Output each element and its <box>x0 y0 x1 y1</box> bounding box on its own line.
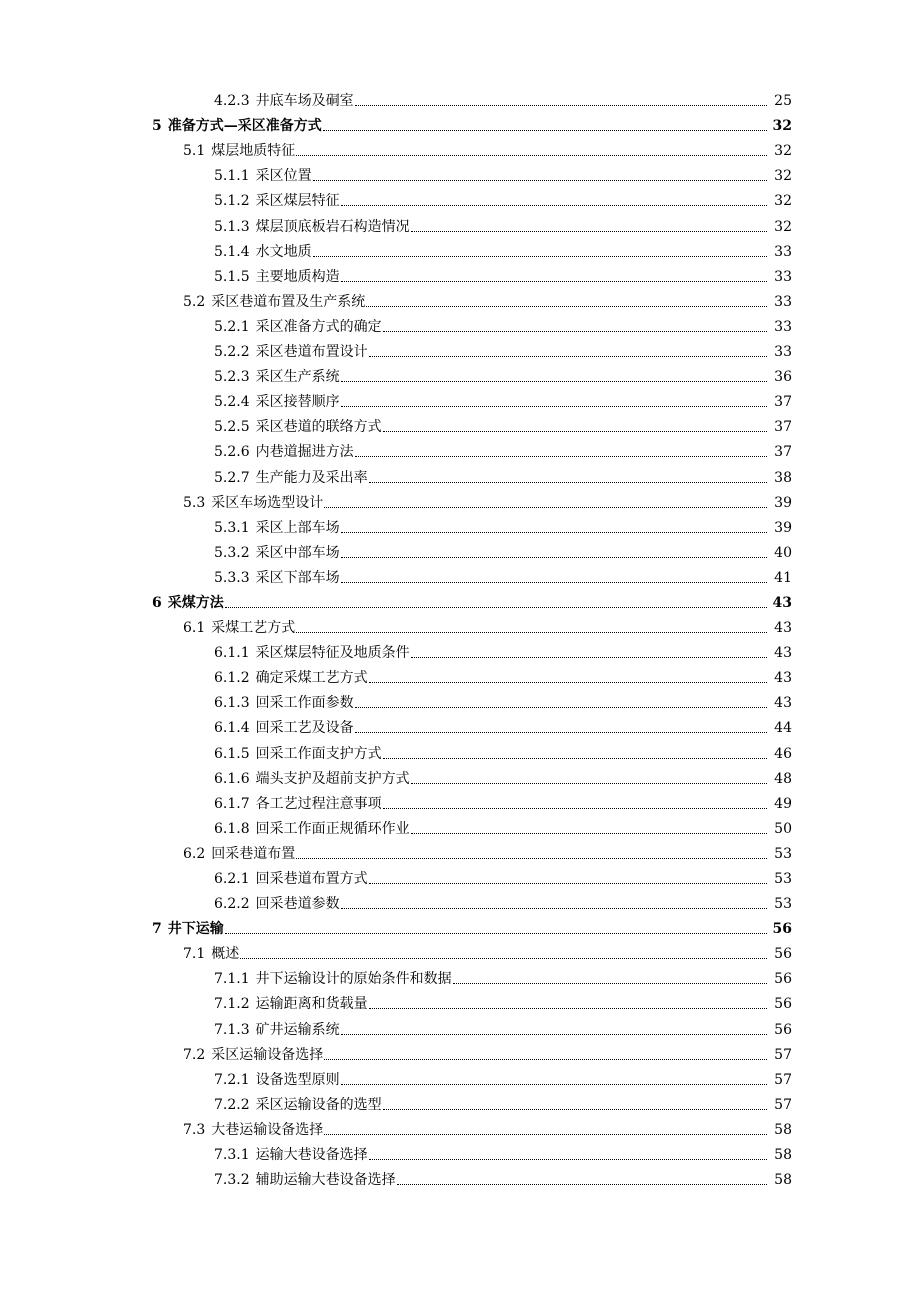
toc-page-number: 37 <box>774 394 792 411</box>
toc-page-number: 33 <box>774 243 792 260</box>
toc-entry-number: 7.1 <box>183 946 206 963</box>
toc-entry[interactable] <box>0 715 920 740</box>
toc-entry-heading <box>214 771 410 787</box>
toc-entry[interactable] <box>0 991 920 1016</box>
toc-entry-heading <box>214 444 354 460</box>
toc-page-number: 39 <box>774 519 792 536</box>
toc-entry-heading <box>214 545 340 561</box>
toc-page-number: 37 <box>774 419 792 436</box>
toc-dot-leader <box>397 1184 767 1185</box>
toc-entry[interactable] <box>0 264 920 289</box>
toc-dot-leader <box>341 1084 767 1085</box>
toc-entry-title: 回采工作面参数 <box>255 695 354 712</box>
toc-page-number: 56 <box>774 1021 792 1038</box>
toc-entry-number: 5.1 <box>183 143 206 160</box>
toc-page-number: 57 <box>774 1096 792 1113</box>
toc-entry[interactable] <box>0 665 920 690</box>
toc-dot-leader <box>369 356 767 357</box>
toc-entry-heading <box>183 946 239 962</box>
toc-entry-title: 内巷道掘进方法 <box>255 444 354 461</box>
toc-entry[interactable] <box>0 966 920 991</box>
toc-entry-number: 7.1.3 <box>214 1021 250 1038</box>
toc-entry[interactable] <box>0 464 920 489</box>
toc-dot-leader <box>369 682 767 683</box>
toc-entry-title: 端头支护及超前支护方式 <box>255 770 410 787</box>
toc-entry-number: 6.1.6 <box>214 770 250 787</box>
toc-entry-number: 5.2.1 <box>214 318 250 335</box>
toc-page-number: 44 <box>774 720 792 737</box>
toc-page-number: 48 <box>774 770 792 787</box>
toc-entry-number: 6.1.7 <box>214 795 250 812</box>
toc-entry-heading <box>183 495 323 511</box>
toc-entry-title: 运输大巷设备选择 <box>255 1147 368 1164</box>
toc-entry-heading <box>214 695 354 711</box>
toc-page-number: 46 <box>774 745 792 762</box>
toc-entry-heading <box>152 921 224 937</box>
toc-entry-title: 采区煤层特征及地质条件 <box>255 645 410 662</box>
toc-entry-heading <box>214 896 340 912</box>
toc-entry[interactable] <box>0 364 920 389</box>
toc-entry[interactable] <box>0 289 920 314</box>
toc-entry-heading <box>183 846 295 862</box>
toc-entry-heading <box>214 796 382 812</box>
toc-page-number: 32 <box>774 193 792 210</box>
toc-entry-title: 采区巷道的联络方式 <box>255 419 382 436</box>
toc-page-number: 43 <box>774 645 792 662</box>
toc-entry-number: 5.2.2 <box>214 344 250 361</box>
toc-dot-leader <box>341 1034 767 1035</box>
toc-entry-heading <box>214 1072 340 1088</box>
toc-entry[interactable] <box>0 239 920 264</box>
toc-entry[interactable] <box>0 314 920 339</box>
toc-entry-number: 5.3.1 <box>214 519 250 536</box>
toc-page-number: 56 <box>772 921 792 938</box>
toc-page-number: 33 <box>774 318 792 335</box>
toc-entry-number: 5.3.3 <box>214 569 250 586</box>
toc-dot-leader <box>383 431 767 432</box>
toc-entry[interactable] <box>0 941 920 966</box>
toc-entry-title: 采区车场选型设计 <box>211 494 324 511</box>
toc-entry-number: 5 <box>152 118 162 135</box>
toc-page-number: 32 <box>774 143 792 160</box>
toc-page-number: 33 <box>774 344 792 361</box>
toc-page-number: 58 <box>774 1121 792 1138</box>
toc-entry-number: 7.2 <box>183 1046 206 1063</box>
toc-entry-number: 7.3 <box>183 1121 206 1138</box>
toc-dot-leader <box>369 883 767 884</box>
toc-entry-title: 回采巷道布置方式 <box>255 871 368 887</box>
toc-entry-number: 7.3.2 <box>214 1172 250 1189</box>
toc-entry[interactable] <box>0 816 920 841</box>
toc-page-number: 53 <box>774 871 792 887</box>
toc-dot-leader <box>323 130 767 131</box>
toc-entry-heading <box>214 1147 368 1163</box>
toc-entry-number: 5.2.5 <box>214 419 250 436</box>
toc-page-number: 56 <box>774 971 792 988</box>
toc-entry[interactable] <box>0 88 920 113</box>
toc-entry-heading <box>214 419 382 435</box>
toc-entry[interactable] <box>0 740 920 765</box>
toc-entry-heading <box>214 93 354 109</box>
toc-entry-number: 7.1.1 <box>214 971 250 988</box>
toc-entry-heading <box>214 219 410 235</box>
toc-entry-number: 6.1.3 <box>214 695 250 712</box>
toc-page-number: 40 <box>774 544 792 561</box>
toc-page-number: 43 <box>774 670 792 687</box>
toc-dot-leader <box>225 607 767 608</box>
toc-entry-number: 5.1.1 <box>214 168 250 185</box>
toc-entry-title: 大巷运输设备选择 <box>211 1121 324 1138</box>
toc-entry[interactable] <box>0 414 920 439</box>
toc-entry-heading <box>214 1022 340 1038</box>
toc-page-number: 36 <box>774 369 792 386</box>
toc-dot-leader <box>341 281 767 282</box>
toc-entry-heading <box>214 746 382 762</box>
toc-entry-number: 6.1.4 <box>214 720 250 737</box>
toc-dot-leader <box>341 908 767 909</box>
toc-entry[interactable] <box>0 1092 920 1117</box>
toc-page-number: 58 <box>774 1172 792 1189</box>
toc-entry-number: 5.3 <box>183 494 206 511</box>
toc-page-number: 33 <box>774 268 792 285</box>
toc-dot-leader <box>313 256 767 257</box>
toc-entry-heading <box>152 118 322 134</box>
toc-entry-heading <box>214 394 340 410</box>
toc-entry-number: 5.2 <box>183 293 206 310</box>
toc-dot-leader <box>366 306 767 307</box>
toc-entry[interactable] <box>0 138 920 163</box>
toc-entry-heading <box>214 269 340 285</box>
toc-page-number: 49 <box>774 795 792 812</box>
toc-entry-title: 生产能力及采出率 <box>255 469 368 486</box>
toc-page-number: 25 <box>774 93 792 110</box>
toc-entry-title: 水文地质 <box>255 243 312 260</box>
toc-entry[interactable] <box>0 891 920 916</box>
toc-entry-number: 5.1.3 <box>214 218 250 235</box>
toc-dot-leader <box>341 381 767 382</box>
toc-page-number: 32 <box>772 118 792 135</box>
toc-entry-title: 回采工作面支护方式 <box>255 745 382 762</box>
toc-entry-title: 设备选型原则 <box>255 1071 340 1088</box>
toc-entry-heading <box>183 620 295 636</box>
toc-entry-title: 采区生产系统 <box>255 369 340 386</box>
toc-entry[interactable] <box>0 188 920 213</box>
toc-entry[interactable] <box>0 113 920 138</box>
toc-entry-number: 7.1.2 <box>214 996 250 1013</box>
toc-entry[interactable] <box>0 615 920 640</box>
toc-entry-heading <box>214 821 410 837</box>
toc-dot-leader <box>355 456 767 457</box>
toc-dot-leader <box>355 105 767 106</box>
toc-dot-leader <box>355 707 767 708</box>
toc-entry-title: 采煤方法 <box>167 594 224 611</box>
toc-entry[interactable] <box>0 640 920 665</box>
toc-page-number: 53 <box>774 896 792 913</box>
toc-entry-title: 井下运输 <box>167 921 224 938</box>
toc-entry-number: 6.1.2 <box>214 670 250 687</box>
toc-dot-leader <box>341 557 767 558</box>
toc-dot-leader <box>411 833 767 834</box>
toc-entry-title: 采区中部车场 <box>255 544 340 561</box>
toc-entry-heading <box>214 1172 396 1188</box>
toc-entry-title: 运输距离和货载量 <box>255 996 368 1013</box>
toc-entry-title: 准备方式—采区准备方式 <box>167 118 322 135</box>
toc-entry-number: 5.2.4 <box>214 394 250 411</box>
toc-entry[interactable] <box>0 766 920 791</box>
toc-entry-heading <box>183 1047 323 1063</box>
toc-entry-title: 采区运输设备选择 <box>211 1046 324 1063</box>
toc-entry-title: 回采巷道布置 <box>211 845 296 862</box>
toc-dot-leader <box>369 1008 767 1009</box>
toc-entry[interactable] <box>0 439 920 464</box>
toc-entry-number: 5.1.2 <box>214 193 250 210</box>
toc-entry-title: 采区巷道布置设计 <box>255 344 368 361</box>
toc-entry-title: 采区位置 <box>255 168 312 185</box>
toc-entry-number: 6.1 <box>183 620 206 637</box>
toc-page-number: 57 <box>774 1071 792 1088</box>
toc-entry-number: 7.3.1 <box>214 1147 250 1164</box>
toc-dot-leader <box>341 406 767 407</box>
toc-dot-leader <box>341 582 767 583</box>
toc-dot-leader <box>296 155 767 156</box>
toc-page-number: 53 <box>774 845 792 862</box>
toc-dot-leader <box>324 1059 767 1060</box>
toc-entry-title: 采区准备方式的确定 <box>255 318 382 335</box>
toc-entry[interactable] <box>0 590 920 615</box>
toc-dot-leader <box>324 1134 767 1135</box>
toc-entry-title: 采区接替顺序 <box>255 394 340 411</box>
toc-dot-leader <box>383 331 767 332</box>
toc-entry-title: 确定采煤工艺方式 <box>255 670 368 687</box>
toc-entry-heading <box>214 971 452 987</box>
toc-entry-heading <box>214 871 368 887</box>
toc-entry[interactable] <box>0 1067 920 1092</box>
toc-entry-number: 4.2.3 <box>214 93 250 110</box>
toc-entry-heading <box>214 470 368 486</box>
toc-entry-heading <box>214 193 340 209</box>
toc-entry-title: 采区煤层特征 <box>255 193 340 210</box>
toc-dot-leader <box>383 1109 767 1110</box>
toc-entry[interactable] <box>0 1117 920 1142</box>
toc-entry[interactable] <box>0 916 920 941</box>
toc-page-number: 43 <box>774 620 792 637</box>
toc-dot-leader <box>341 532 767 533</box>
toc-entry-number: 5.1.4 <box>214 243 250 260</box>
toc-entry[interactable] <box>0 540 920 565</box>
toc-entry-number: 6.1.5 <box>214 745 250 762</box>
toc-entry-heading <box>214 369 340 385</box>
toc-page-number: 39 <box>774 494 792 511</box>
toc-entry-heading <box>214 996 368 1012</box>
toc-page-number: 38 <box>774 469 792 486</box>
toc-entry-title: 主要地质构造 <box>255 268 340 285</box>
toc-entry-number: 5.2.3 <box>214 369 250 386</box>
toc-entry-heading <box>214 168 312 184</box>
toc-page-number: 41 <box>774 569 792 586</box>
toc-entry-number: 7.2.2 <box>214 1096 250 1113</box>
toc-entry-title: 井下运输设计的原始条件和数据 <box>255 971 452 988</box>
toc-entry-heading <box>183 294 365 310</box>
toc-page-number: 32 <box>774 218 792 235</box>
toc-entry-number: 7 <box>152 921 162 938</box>
toc-entry-number: 5.1.5 <box>214 268 250 285</box>
toc-page-number: 57 <box>774 1046 792 1063</box>
toc-entry-number: 6.1.8 <box>214 820 250 837</box>
toc-dot-leader <box>296 632 767 633</box>
toc-entry-number: 6 <box>152 594 162 611</box>
table-of-contents <box>0 88 920 1192</box>
toc-dot-leader <box>341 205 767 206</box>
toc-dot-leader <box>369 482 767 483</box>
toc-entry-number: 5.2.7 <box>214 469 250 486</box>
toc-entry-heading <box>214 670 368 686</box>
toc-page-number: 56 <box>774 996 792 1013</box>
toc-page-number: 50 <box>774 820 792 837</box>
toc-entry-number: 5.3.2 <box>214 544 250 561</box>
toc-dot-leader <box>296 858 767 859</box>
toc-entry[interactable] <box>0 1042 920 1067</box>
toc-page-number: 43 <box>772 594 792 611</box>
toc-entry-number: 6.2.2 <box>214 896 250 913</box>
toc-entry[interactable] <box>0 866 920 891</box>
toc-entry-title: 辅助运输大巷设备选择 <box>255 1172 396 1189</box>
toc-dot-leader <box>324 507 767 508</box>
toc-entry-title: 采区上部车场 <box>255 519 340 536</box>
toc-entry-number: 6.2 <box>183 845 206 862</box>
toc-dot-leader <box>355 732 767 733</box>
toc-page-number: 33 <box>774 293 792 310</box>
toc-page-number: 43 <box>774 695 792 712</box>
toc-dot-leader <box>369 1159 767 1160</box>
toc-entry[interactable] <box>0 490 920 515</box>
toc-entry-title: 采区巷道布置及生产系统 <box>211 293 366 310</box>
toc-entry-title: 回采工艺及设备 <box>255 720 354 737</box>
toc-entry[interactable] <box>0 841 920 866</box>
toc-entry-title: 煤层地质特征 <box>211 143 296 160</box>
toc-entry-title: 采区下部车场 <box>255 569 340 586</box>
toc-entry-title: 回采巷道参数 <box>255 896 340 913</box>
toc-page-number: 37 <box>774 444 792 461</box>
toc-page-number: 32 <box>774 168 792 185</box>
toc-entry-heading <box>214 570 340 586</box>
toc-entry[interactable] <box>0 213 920 238</box>
toc-entry-title: 各工艺过程注意事项 <box>255 795 382 812</box>
toc-entry[interactable] <box>0 565 920 590</box>
toc-dot-leader <box>313 180 767 181</box>
toc-dot-leader <box>411 231 767 232</box>
toc-entry-heading <box>214 645 410 661</box>
toc-entry-heading <box>183 1122 323 1138</box>
toc-entry[interactable] <box>0 1016 920 1041</box>
toc-dot-leader <box>383 808 767 809</box>
toc-entry-number: 5.2.6 <box>214 444 250 461</box>
toc-entry-title: 井底车场及硐室 <box>255 93 354 110</box>
toc-dot-leader <box>240 958 767 959</box>
toc-entry[interactable] <box>0 690 920 715</box>
toc-entry-heading <box>214 520 340 536</box>
toc-entry-number: 7.2.1 <box>214 1071 250 1088</box>
toc-dot-leader <box>225 933 767 934</box>
toc-entry-title: 采区运输设备的选型 <box>255 1096 382 1113</box>
toc-entry-heading <box>214 319 382 335</box>
toc-entry[interactable] <box>0 1167 920 1192</box>
toc-entry-number: 6.1.1 <box>214 645 250 662</box>
toc-dot-leader <box>383 758 767 759</box>
toc-entry-heading <box>183 143 295 159</box>
toc-entry-heading <box>214 244 312 260</box>
toc-entry[interactable] <box>0 163 920 188</box>
toc-entry[interactable] <box>0 339 920 364</box>
toc-entry-heading <box>214 720 354 736</box>
toc-entry[interactable] <box>0 1142 920 1167</box>
toc-page-number: 58 <box>774 1147 792 1164</box>
toc-entry-title: 概述 <box>211 946 240 963</box>
toc-dot-leader <box>411 783 767 784</box>
toc-entry-heading <box>152 595 224 611</box>
toc-entry-title: 煤层顶底板岩石构造情况 <box>255 218 410 235</box>
toc-entry[interactable] <box>0 791 920 816</box>
toc-dot-leader <box>453 983 767 984</box>
toc-dot-leader <box>411 657 767 658</box>
toc-entry-title: 回采工作面正规循环作业 <box>255 820 410 837</box>
toc-entry[interactable] <box>0 515 920 540</box>
toc-entry-heading <box>214 344 368 360</box>
toc-entry-heading <box>214 1097 382 1113</box>
toc-entry-title: 矿井运输系统 <box>255 1021 340 1038</box>
toc-entry-number: 6.2.1 <box>214 871 250 887</box>
toc-entry-title: 采煤工艺方式 <box>211 620 296 637</box>
toc-entry[interactable] <box>0 389 920 414</box>
toc-page-number: 56 <box>774 946 792 963</box>
